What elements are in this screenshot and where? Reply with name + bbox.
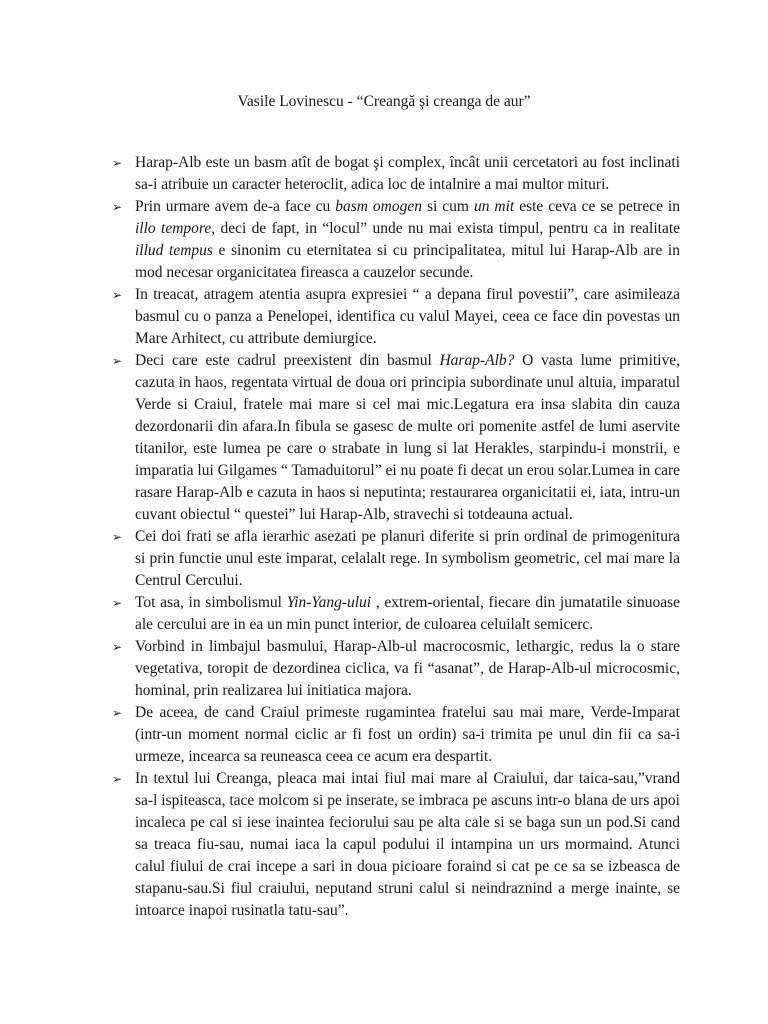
bullet-list — [112, 152, 680, 922]
item-text: Deci care este cadrul preexistent din basmul — [135, 352, 440, 369]
item-text: De aceea, de cand Craiul primeste rugamintea fratelui sau mai mare, Verde-Imparat (intr-un moment normal ciclic ar fi fost un ordin) sa-i trimita pe unul din fii ca sa-i urmeze, incearca sa reuneasca ceea ce acum era despartit. — [135, 704, 680, 765]
arrow-bullet-icon: ➢ — [112, 354, 123, 368]
list-item — [112, 592, 680, 636]
arrow-bullet-icon: ➢ — [112, 640, 123, 654]
list-item — [112, 636, 680, 702]
list-item — [112, 526, 680, 592]
italic-term: Harap-Alb? — [439, 352, 515, 369]
item-text: Prin urmare avem de-a face cu — [135, 198, 336, 215]
arrow-bullet-icon: ➢ — [112, 288, 123, 302]
italic-term: Yin-Yang-ului — [286, 594, 372, 611]
list-item — [112, 768, 680, 922]
item-text: Vorbind in limbajul basmului, Harap-Alb-ul macrocosmic, lethargic, redus la o stare vegetativa, toropit de dezordinea ciclica, va fi “asanat”, de Harap-Alb-ul microcosmic, hominal, prin realizarea lui initiatica majora. — [135, 638, 680, 699]
item-text: Tot asa, in simbolismul — [135, 594, 287, 611]
item-text: In textul lui Creanga, pleaca mai intai fiul mai mare al Craiului, dar taica-sau,”vrand sa-l ispiteasca, tace molcom si pe inserate, se imbraca pe ascuns intr-o blana de urs apoi incaleca pe cal si iese inaintea feciorului sau pe alta cale si se baga sun un pod.Si cand sa treaca fiu-sau, numai iaca la capul podului il intampina un urs mormaind. Atunci calul fiului de crai incepe a sari in doua picioare foraind si cat pe ce sa se izbeasca de stapanu-sau.Si fiul craiului, neputand struni calul si neindraznind a merge inainte, se intoarce inapoi rusinatla tatu-sau”. — [135, 770, 680, 919]
arrow-bullet-icon: ➢ — [112, 530, 123, 544]
arrow-bullet-icon: ➢ — [112, 772, 123, 786]
list-item — [112, 350, 680, 526]
item-text: Harap-Alb este un basm atît de bogat şi complex, încât unii cercetatori au fost inclinati sa-i atribuie un caracter heteroclit, adica loc de intalnire a mai multor mituri. — [135, 154, 680, 193]
list-item — [112, 284, 680, 350]
arrow-bullet-icon: ➢ — [112, 706, 123, 720]
italic-term: un mit — [473, 198, 515, 215]
item-text: Cei doi frati se afla ierarhic asezati pe planuri diferite si prin ordinal de primogenitura si prin functie unul este imparat, celalalt rege. In symbolism geometric, cel mai mare la Centrul Cercului. — [135, 528, 680, 589]
list-item — [112, 152, 680, 196]
italic-term: basm omogen — [335, 198, 422, 215]
list-item — [112, 702, 680, 768]
arrow-bullet-icon: ➢ — [112, 200, 123, 214]
item-text: , extrem-oriental, fiecare din jumatatile sinuoase ale cercului are in ea un min punct interior, de culoarea celuilalt semicerc. — [135, 594, 680, 633]
arrow-bullet-icon: ➢ — [112, 596, 123, 610]
arrow-bullet-icon: ➢ — [112, 156, 123, 170]
item-text: e sinonim cu eternitatea si cu principalitatea, mitul lui Harap-Alb are in mod necesar organicitatea fireasca a cauzelor secunde. — [135, 242, 680, 281]
italic-term: illo tempore — [135, 220, 212, 237]
item-text: este ceva ce se petrece in — [514, 198, 680, 215]
item-text: O vasta lume primitive, cazuta in haos, regentata virtual de doua ori principia subordinate unul altuia, imparatul Verde si Craiul, fratele mai mare si cel mai mic.Legatura era insa slabita din cauza dezordonarii din afara.In fibula se gasesc de multe ori pomenite astfel de lumi aservite titanilor, este lumea pe care o strabate in lung si lat Herakles, starpindu-i monstrii, e imparatia lui Gilgames “ Tamaduitorul” ei nu poate fi decat un erou solar.Lumea in care rasare Harap-Alb e cazuta in haos si neputinta; restaurarea organicitatii ei, iata, intru-un cuvant obiectul “ questei” lui Harap-Alb, stravechi si totdeauna actual. — [135, 352, 681, 523]
document-title: Vasile Lovinescu - “Creangă şi creanga de aur” — [237, 93, 531, 110]
item-text: In treacat, atragem atentia asupra expresiei “ a depana firul povestii”, care asimileaza basmul cu o panza a Penelopei, identifica cu valul Mayei, ceea ce face din povestas un Mare Arhitect, cu attribute demiurgice. — [135, 286, 680, 347]
item-text: si cum — [422, 198, 474, 215]
item-text: , deci de fapt, in “locul” unde nu mai exista timpul, pentru ca in realitate — [211, 220, 681, 237]
list-item — [112, 196, 680, 284]
italic-term: illud tempus — [135, 242, 213, 259]
